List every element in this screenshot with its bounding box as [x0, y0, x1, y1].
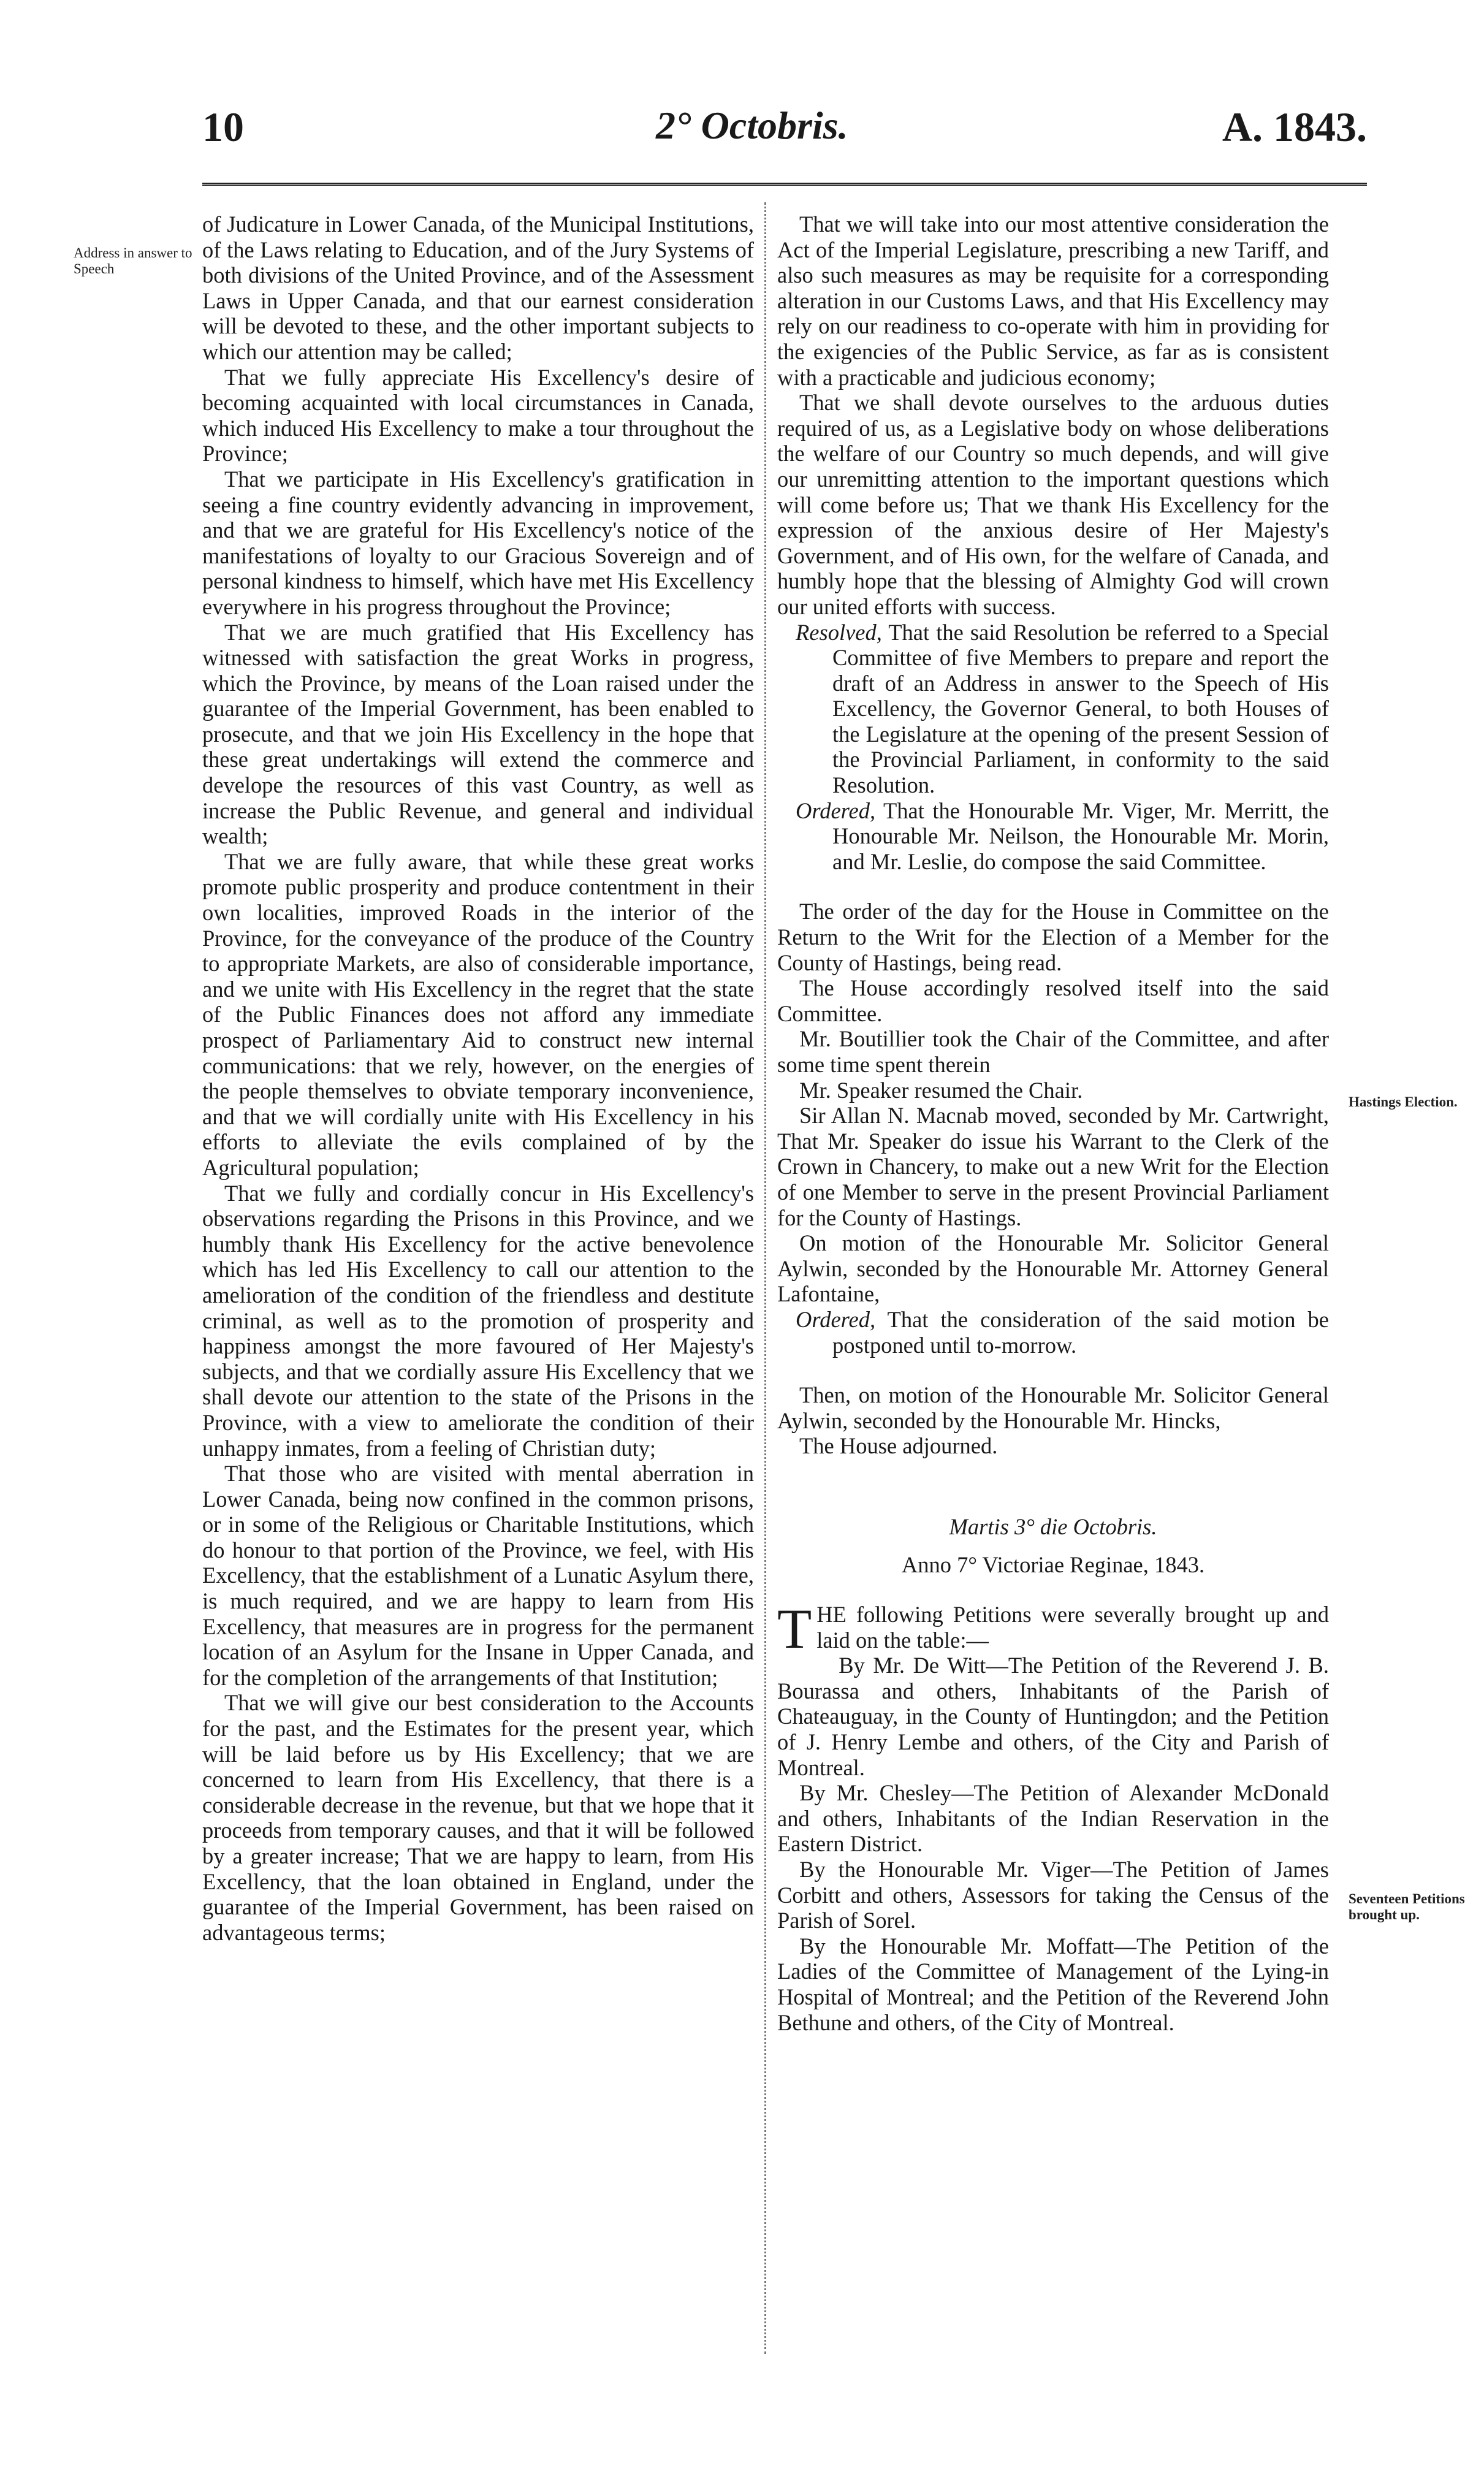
margin-note-petitions: Seventeen Petitions brought up.: [1349, 1891, 1465, 1922]
ordered-text: That the Honourable Mr. Viger, Mr. Merritt, the Honourable Mr. Neilson, the Honourable Mr. Morin, and Mr. Leslie, do compose the said Committee.: [832, 798, 1330, 874]
paragraph: Mr. Speaker resumed the Chair.: [799, 1077, 1083, 1103]
petition-entry: By Mr. De Witt—The Petition of the Reverend J. B. Bourassa and others, Inhabitants of the Parish of Chateauguay, in the County of Huntingdon; and the Petition of J. Henry Lembe and others, of the City and Parish of Montreal.: [777, 1653, 1329, 1780]
paragraph: Sir Allan N. Macnab moved, seconded by Mr. Cartwright, That Mr. Speaker do issue his Warrant to the Clerk of the Crown in Chancery, to make out a new Writ for the Election of one Member to serve in the present Provincial Parliament for the County of Hastings.: [777, 1103, 1329, 1230]
petition-entry: By Mr. Chesley—The Petition of Alexander McDonald and others, Inhabitants of the Indian Reservation in the Eastern District.: [777, 1780, 1329, 1857]
paragraph: That those who are visited with mental aberration in Lower Canada, being now confined in the common prisons, or in some of the Religious or Charitable Institutions, which do honour to that portion of the Province, we feel, with His Excellency, that the establishment of a Lunatic Asylum there, is much required, and we are happy to learn from His Excellency, that measures are in progress for the permanent location of an Asylum for the Insane in Upper Canada, and for the completion of the arrangements of that Institution;: [202, 1461, 754, 1690]
page-number: 10: [202, 104, 244, 150]
resolved-paragraph: [777, 620, 1329, 798]
petitions-section: [777, 1597, 1329, 2035]
paragraph: The order of the day for the House in Committee on the Return to the Writ for the Election of a Member for the County of Hastings, being read.: [777, 899, 1329, 975]
paragraph: of Judicature in Lower Canada, of the Municipal Institutions, of the Laws relating to Education, and of the Jury Systems of both divisions of the United Province, and of the Assessment Laws in Upper Canada, and that our earnest consideration will be devoted to these, and the other important subjects to which our attention may be called;: [202, 211, 754, 364]
header-date: 2° Octobris.: [656, 104, 848, 147]
paragraph: That we are much gratified that His Excellency has witnessed with satisfaction the great Works in progress, which the Province, by means of the Loan raised under the guarantee of the Imperial Government, has been enabled to prosecute, and that we join His Excellency in the hope that these great undertakings will extend the commerce and develope the resources of this vast Country, as well as increase the Public Revenue, and general and individual wealth;: [202, 619, 754, 849]
margin-note-hastings: Hastings Election.: [1349, 1094, 1458, 1110]
paragraph: The House accordingly resolved itself into the said Committee.: [777, 975, 1329, 1026]
resolved-text: That the said Resolution be referred to a Special Committee of five Members to prepare and report the draft of an Address in answer to the Speech of His Excellency, the Governor General, to both Houses of the Legislature at the opening of the present Session of the Provincial Parliament, in conformity to the said Resolution.: [832, 619, 1329, 798]
page-header: [202, 103, 1367, 170]
ordered-lead: Ordered,: [796, 1306, 876, 1332]
ordered-paragraph: [777, 1307, 1329, 1358]
ordered-text: That the consideration of the said motion be postponed until to-morrow.: [832, 1306, 1330, 1358]
header-year: A. 1843.: [1222, 104, 1367, 150]
margin-note-address: Address in answer to Speech: [74, 245, 192, 276]
paragraph: That we are fully aware, that while these great works promote public prosperity and produce contentment in their own localities, improved Roads in the interior of the Province, for the conveyance of the produce of the Country to appropriate Markets, are also of considerable importance, and we unite with His Excellency in the regret that the state of the Public Finances does not afford any immediate prospect of Parliamentary Aid to construct new internal communications: that we rely, however, on the energies of the people themselves to obviate temporary inconvenience, and that we will cordially unite with His Excellency in his efforts to alleviate the evils complained of by the Agricultural population;: [202, 848, 754, 1180]
paragraph: Then, on motion of the Honourable Mr. Solicitor General Aylwin, seconded by the Honourable Mr. Hincks,: [777, 1382, 1329, 1433]
drop-cap: T: [777, 1597, 812, 1661]
resolved-lead: Resolved,: [796, 619, 882, 645]
column-divider: [764, 202, 766, 2354]
paragraph: The House adjourned.: [799, 1433, 998, 1459]
day-heading: Martis 3° die Octobris.: [949, 1513, 1157, 1539]
left-column: [202, 211, 754, 1945]
right-column: [777, 211, 1329, 2035]
paragraph: That we fully and cordially concur in His Excellency's observations regarding the Prisons in this Province, and we humbly thank His Excellency for the active benevolence which has led His Excellency to call our attention to the amelioration of the condition of the friendless and destitute criminal, as well as to the promotion of prosperity and happiness amongst the more favoured of Her Majesty's subjects, and that we cordially assure His Excellency that we shall devote our attention to the state of the Prisons in the Province, with a view to ameliorate the condition of their unhappy inmates, from a feeling of Christian duty;: [202, 1180, 754, 1461]
petition-entry: By the Honourable Mr. Viger—The Petition of James Corbitt and others, Assessors for taking the Census of the Parish of Sorel.: [777, 1857, 1329, 1933]
ordered-lead: Ordered,: [796, 798, 876, 823]
header-rule: [202, 183, 1367, 189]
petitions-intro: [777, 1597, 1329, 1661]
year-heading: Anno 7° Victoriae Reginae, 1843.: [901, 1552, 1205, 1577]
paragraph: That we shall devote ourselves to the arduous duties required of us, as a Legislative body on whose deliberations the welfare of our Country so much depends, and will give our unremitting attention to the important questions which will come before us; That we thank His Excellency for the expression of the anxious desire of Her Majesty's Government, and of His own, for the welfare of Canada, and humbly hope that the blessing of Almighty God will crown our united efforts with success.: [777, 390, 1329, 619]
petition-entry: By the Honourable Mr. Moffatt—The Petition of the Ladies of the Committee of Management of the Lying-in Hospital of Montreal; and the Petition of the Reverend John Bethune and others, of the City of Montreal.: [777, 1933, 1329, 2035]
petitions-intro-text: HE following Petitions were severally brought up and laid on the table:—: [816, 1602, 1329, 1653]
paragraph: That we participate in His Excellency's gratification in seeing a fine country evidently advancing in improvement, and that we are grateful for His Excellency's notice of the manifestations of loyalty to our Gracious Sovereign and of personal kindness to himself, which have met His Excellency everywhere in his progress throughout the Province;: [202, 466, 754, 619]
paragraph: On motion of the Honourable Mr. Solicitor General Aylwin, seconded by the Honourable Mr. Attorney General Lafontaine,: [777, 1230, 1329, 1307]
paragraph: Mr. Boutillier took the Chair of the Committee, and after some time spent therein: [777, 1026, 1329, 1077]
paragraph: That we will give our best consideration to the Accounts for the past, and the Estimates for the present year, which will be laid before us by His Excellency; that we are concerned to learn from His Excellency, that there is a considerable decrease in the revenue, but that we hope that it proceeds from temporary causes, and that it will be followed by a greater increase; That we are happy to learn, from His Excellency, that the loan obtained in England, under the guarantee of the Imperial Government, has been raised on advantageous terms;: [202, 1690, 754, 1945]
paragraph: That we will take into our most attentive consideration the Act of the Imperial Legislature, prescribing a new Tariff, and also such measures as may be requisite for a corresponding alteration in our Customs Laws, and that His Excellency may rely on our readiness to co-operate with him in providing for the exigencies of the Public Service, as far as is consistent with a practicable and judicious economy;: [777, 211, 1329, 390]
paragraph: That we fully appreciate His Excellency's desire of becoming acquainted with local circumstances in Canada, which induced His Excellency to make a tour throughout the Province;: [202, 364, 754, 466]
ordered-paragraph: [777, 798, 1329, 875]
